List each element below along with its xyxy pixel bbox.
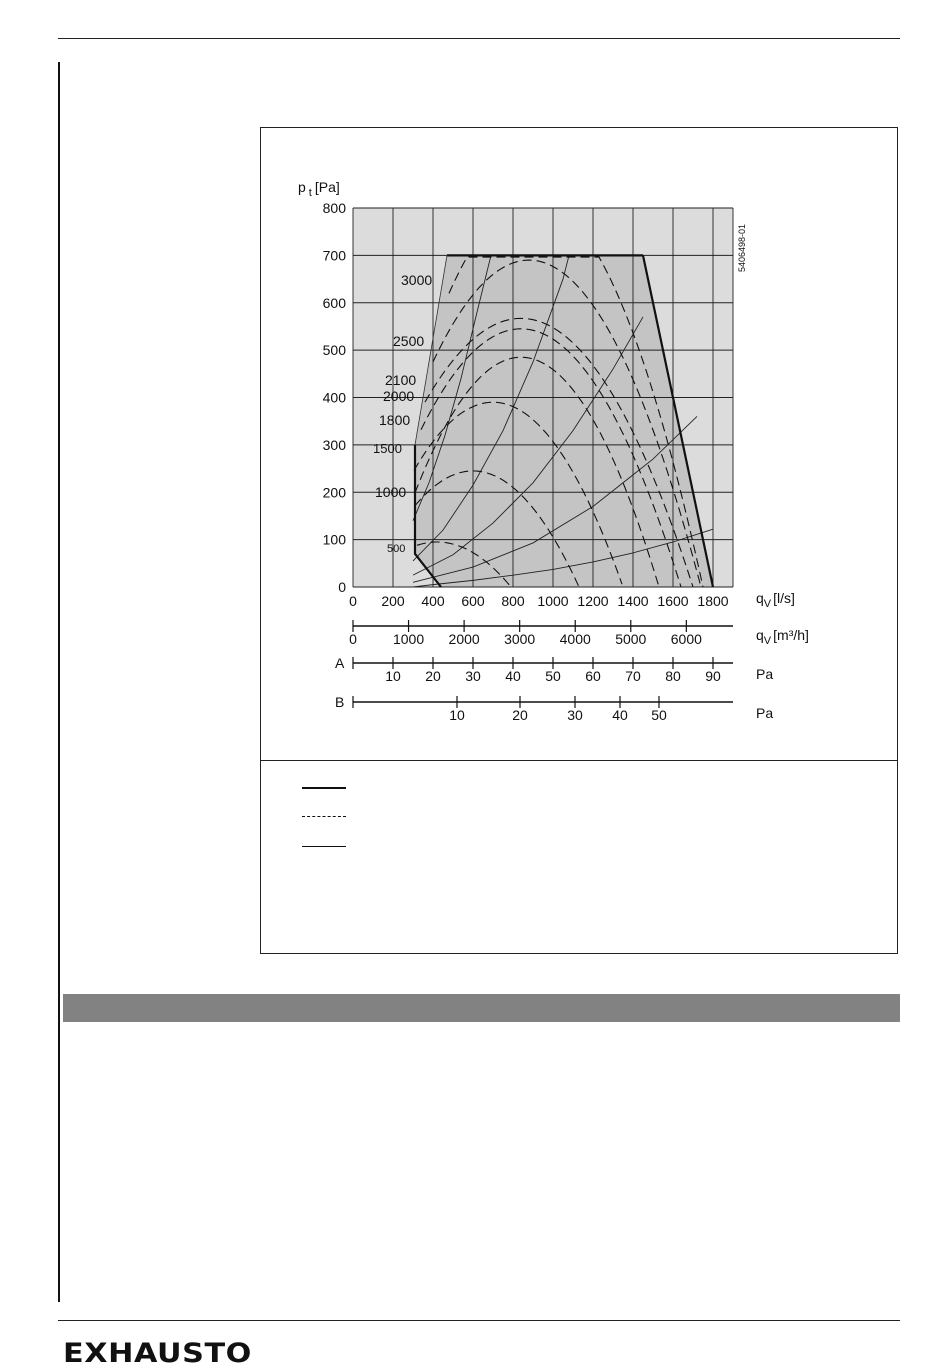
rpm-label-1000: 1000 [375, 484, 407, 500]
scale-a-tick-label: 60 [585, 668, 601, 684]
scale-b-tick-label: 10 [449, 707, 465, 723]
y-tick-label: 400 [322, 389, 346, 406]
m3h-tick-label: 1000 [392, 631, 425, 647]
m3h-tick-label: 6000 [670, 631, 702, 647]
scale-b-tick-label: 50 [651, 707, 667, 723]
x-tick-label: 800 [501, 593, 525, 609]
m3h-tick-label: 0 [349, 631, 357, 647]
figure-code: 5406498-01 [737, 223, 747, 272]
m3h-tick-label: 3000 [504, 631, 536, 647]
y-tick-label: 100 [322, 531, 346, 548]
y-tick-label: 700 [322, 247, 346, 264]
exhausto-logo: EXHAUSTO [63, 1338, 252, 1369]
rpm-label-2000: 2000 [383, 388, 415, 404]
legend-solid-thin-line [302, 846, 346, 847]
x-tick-label: 400 [421, 593, 445, 609]
m3h-axis-title: $q_V$ [m³/h] [756, 627, 809, 647]
scale-b-tick-label: 30 [567, 707, 583, 723]
m3h-tick-label: 5000 [615, 631, 647, 647]
scale-a-tick-label: 90 [705, 668, 721, 684]
y-axis-title: p $_t$ [Pa] [298, 179, 340, 199]
y-tick-label: 200 [322, 484, 346, 501]
scale-b-label: B [335, 694, 345, 710]
legend-dashed-line [302, 816, 346, 817]
top-rule [58, 38, 900, 39]
y-tick-label: 600 [322, 294, 346, 311]
rpm-label-2500: 2500 [393, 333, 425, 349]
m3h-tick-label: 4000 [559, 631, 591, 647]
y-tick-label: 300 [322, 436, 346, 453]
scale-a-tick-label: 40 [505, 668, 521, 684]
x-tick-label: 600 [461, 593, 485, 609]
legend-divider [261, 760, 897, 761]
y-tick-label: 0 [338, 579, 346, 595]
scale-b-unit: Pa [756, 705, 774, 721]
scale-a-tick-label: 30 [465, 668, 481, 684]
m3h-tick-label: 2000 [448, 631, 480, 647]
y-tick-label: 800 [322, 200, 346, 216]
x-tick-label: 1600 [657, 593, 689, 609]
x-tick-label: 1200 [577, 593, 609, 609]
rpm-label-1800: 1800 [379, 412, 411, 428]
x-tick-label: 200 [381, 593, 405, 609]
rpm-label-500: 500 [387, 543, 406, 555]
x-tick-label: 0 [349, 593, 357, 609]
scale-a-tick-label: 70 [625, 668, 641, 684]
chart-frame [260, 127, 898, 954]
scale-a-unit: Pa [756, 666, 774, 682]
x-tick-label: 1000 [537, 593, 569, 609]
section-header-bar [63, 994, 900, 1022]
scale-a-tick-label: 20 [425, 668, 441, 684]
scale-b-tick-label: 40 [612, 707, 628, 723]
scale-a-tick-label: 80 [665, 668, 681, 684]
fan-performance-chart [261, 128, 899, 760]
scale-a-tick-label: 50 [545, 668, 561, 684]
x-tick-label: 1800 [697, 593, 729, 609]
y-tick-label: 500 [322, 342, 346, 359]
x-axis-title: $q_V$ [l/s] [756, 590, 795, 610]
scale-b-tick-label: 20 [512, 707, 528, 723]
rpm-label-1500: 1500 [373, 441, 402, 456]
rpm-label-3000: 3000 [401, 272, 433, 288]
scale-a-label: A [335, 655, 345, 671]
scale-a-tick-label: 10 [385, 668, 401, 684]
legend-solid-thick-line [302, 787, 346, 789]
rpm-label-2100: 2100 [385, 372, 417, 388]
bottom-rule [58, 1320, 900, 1321]
x-tick-label: 1400 [617, 593, 649, 609]
left-margin-rule [58, 62, 60, 1302]
